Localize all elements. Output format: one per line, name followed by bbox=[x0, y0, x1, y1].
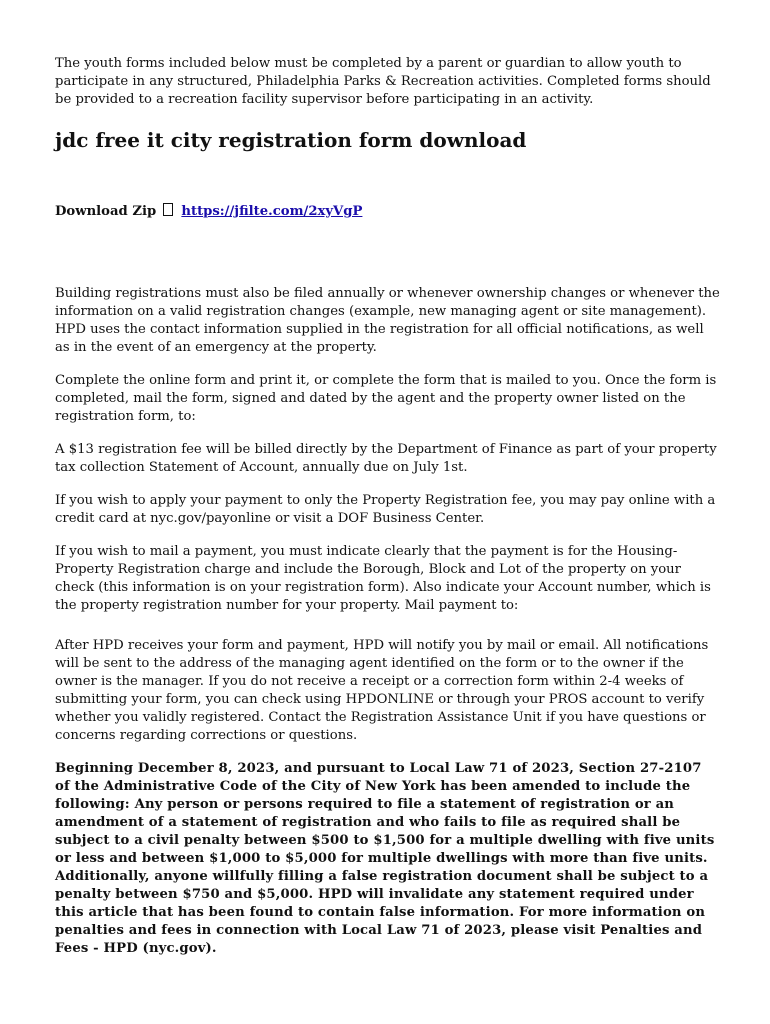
body-paragraph: If you wish to mail a payment, you must indicate clearly that the payment is for the Housing-Property Registration charge and include the Borough, Block and Lot of the property on your check (this information is on your registration form). Also indicate your Account number, which is the property registration number for your property. Mail payment to: bbox=[55, 544, 711, 613]
download-line bbox=[55, 203, 720, 221]
body-paragraph: After HPD receives your form and payment, HPD will notify you by mail or email. All notifications will be sent to the address of the managing agent identified on the form or to the owner if the owner is the manager. If you do not receive a receipt or a correction form within 2-4 weeks of submitting your form, you can check using HPDONLINE or through your PROS account to verify whether you validly registered. Contact the Registration Assistance Unit if you have questions or concerns regarding corrections or questions. bbox=[55, 638, 709, 743]
penalty-notice: Beginning December 8, 2023, and pursuant to Local Law 71 of 2023, Section 27-2107 of the Administrative Code of the City of New York has been amended to include the following: Any person or persons required to file a statement of registration or an amendment of a statement of registration and who fails to file as required shall be subject to a civil penalty between $500 to $1,500 for a multiple dwelling with five units or less and between $1,000 to $5,000 for multiple dwellings with more than five units. Additionally, anyone willfully filling a false registration document shall be subject to a penalty between $750 and $5,000. HPD will invalidate any statement required under this article that has been found to contain false information. For more information on penalties and fees in connection with Local Law 71 of 2023, please visit Penalties and Fees - HPD (nyc.gov). bbox=[55, 761, 715, 956]
document-page bbox=[55, 55, 720, 958]
page-title: jdc free it city registration form download bbox=[55, 128, 527, 152]
download-label: Download Zip bbox=[55, 204, 157, 219]
download-link[interactable]: https://jfilte.com/2xyVgP bbox=[181, 204, 363, 219]
body-paragraph: If you wish to apply your payment to only the Property Registration fee, you may pay online with a credit card at nyc.gov/payonline or visit a DOF Business Center. bbox=[55, 493, 716, 526]
body-paragraph: Complete the online form and print it, or complete the form that is mailed to you. Once the form is completed, mail the form, signed and dated by the agent and the property owner listed on the registration form, to: bbox=[55, 373, 717, 424]
body-paragraph: Building registrations must also be filed annually or whenever ownership changes or whenever the information on a valid registration changes (example, new managing agent or site management). HPD uses the contact information supplied in the registration for all official notifications, as well as in the event of an emergency at the property. bbox=[55, 286, 720, 355]
arrow-icon bbox=[163, 203, 173, 216]
intro-paragraph: The youth forms included below must be completed by a parent or guardian to allow youth to participate in any structured, Philadelphia Parks & Recreation activities. Completed forms should be provided to a recreation facility supervisor before participating in an activity. bbox=[55, 56, 711, 107]
body-paragraph: A $13 registration fee will be billed directly by the Department of Finance as part of your property tax collection Statement of Account, annually due on July 1st. bbox=[55, 442, 717, 475]
